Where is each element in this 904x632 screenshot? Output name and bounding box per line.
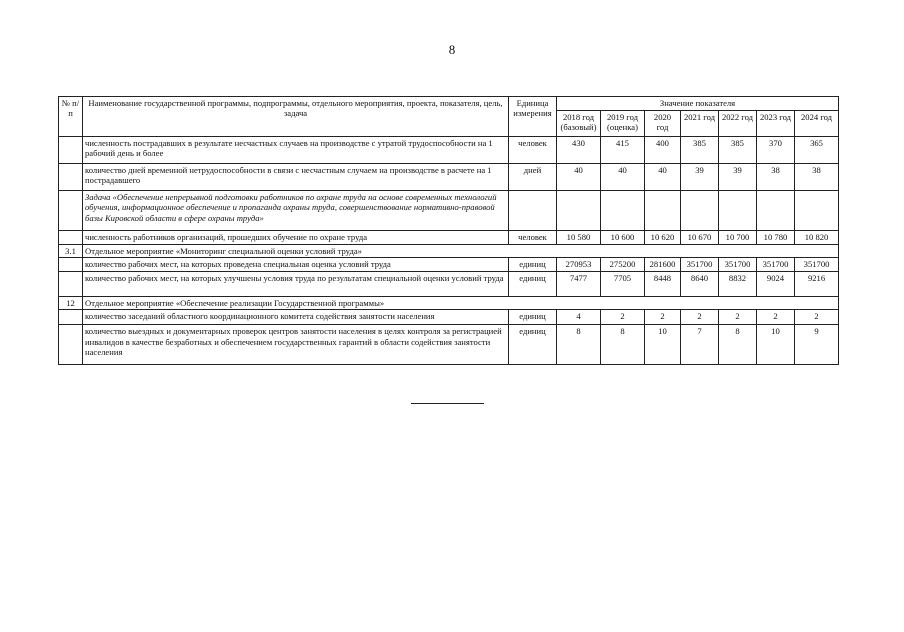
value-cell: 9216 xyxy=(795,271,839,296)
table-row xyxy=(59,325,839,365)
value-cell: 2 xyxy=(719,310,757,325)
value-cell: 275200 xyxy=(601,258,645,271)
value-cell: 10 600 xyxy=(601,231,645,245)
value-cell: 4 xyxy=(557,310,601,325)
header-year: 2019 год (оценка) xyxy=(601,111,645,137)
row-num xyxy=(59,231,83,245)
header-name: Наименование государственной программы, подпрограммы, отдельного мероприятия, проекта, показателя, цель, задача xyxy=(83,97,509,137)
unit-cell xyxy=(509,191,557,231)
value-cell: 40 xyxy=(645,164,681,191)
value-cell: 8 xyxy=(719,325,757,365)
value-cell: 270953 xyxy=(557,258,601,271)
value-cell xyxy=(719,191,757,231)
value-cell: 365 xyxy=(795,137,839,164)
value-cell: 39 xyxy=(681,164,719,191)
row-num xyxy=(59,310,83,325)
header-year: 2018 год (базовый) xyxy=(557,111,601,137)
value-cell: 39 xyxy=(719,164,757,191)
value-cell: 385 xyxy=(719,137,757,164)
indicators-table xyxy=(58,96,839,365)
page-number: 8 xyxy=(448,42,456,57)
table-row xyxy=(59,137,839,164)
value-cell: 8448 xyxy=(645,271,681,296)
value-cell: 8832 xyxy=(719,271,757,296)
unit-cell: единиц xyxy=(509,310,557,325)
value-cell: 10 xyxy=(757,325,795,365)
value-cell: 385 xyxy=(681,137,719,164)
row-num xyxy=(59,137,83,164)
table-row xyxy=(59,164,839,191)
table-row xyxy=(59,310,839,325)
value-cell: 10 820 xyxy=(795,231,839,245)
unit-cell: единиц xyxy=(509,271,557,296)
unit-cell: дней xyxy=(509,164,557,191)
value-cell: 7 xyxy=(681,325,719,365)
value-cell: 10 700 xyxy=(719,231,757,245)
row-num xyxy=(59,258,83,271)
section-title: Отдельное мероприятие «Обеспечение реализации Государственной программы» xyxy=(83,296,839,309)
row-num xyxy=(59,164,83,191)
value-cell: 281600 xyxy=(645,258,681,271)
value-cell: 9 xyxy=(795,325,839,365)
value-cell xyxy=(681,191,719,231)
indicator-name: количество рабочих мест, на которых проведена специальная оценка условий труда xyxy=(83,258,509,271)
indicator-name: количество заседаний областного координационного комитета содействия занятости населения xyxy=(83,310,509,325)
value-cell xyxy=(601,191,645,231)
value-cell: 38 xyxy=(795,164,839,191)
unit-cell: человек xyxy=(509,231,557,245)
value-cell: 2 xyxy=(757,310,795,325)
section-title: Отдельное мероприятие «Мониторинг специальной оценки условий труда» xyxy=(83,245,839,258)
row-num xyxy=(59,191,83,231)
table-row xyxy=(59,258,839,271)
end-rule-divider xyxy=(411,403,484,404)
indicator-name: численность работников организаций, прошедших обучение по охране труда xyxy=(83,231,509,245)
value-cell: 351700 xyxy=(681,258,719,271)
value-cell: 8 xyxy=(557,325,601,365)
value-cell: 10 670 xyxy=(681,231,719,245)
task-description: Задача «Обеспечение непрерывной подготовки работников по охране труда на основе современных технологий обучения, информационное обеспечение и пропаганда охраны труда, совершенствование нормативно-правовой базы Кировской области в сфере охраны труда» xyxy=(83,191,509,231)
header-year: 2023 год xyxy=(757,111,795,137)
indicator-name: численность пострадавших в результате несчастных случаев на производстве с утратой трудоспособности на 1 рабочий день и более xyxy=(83,137,509,164)
value-cell: 9024 xyxy=(757,271,795,296)
table-row xyxy=(59,191,839,231)
header-unit: Единица измерения xyxy=(509,97,557,137)
value-cell: 7477 xyxy=(557,271,601,296)
value-cell: 40 xyxy=(557,164,601,191)
value-cell: 400 xyxy=(645,137,681,164)
value-cell: 351700 xyxy=(795,258,839,271)
header-year: 2021 год xyxy=(681,111,719,137)
value-cell: 10 780 xyxy=(757,231,795,245)
row-num: 12 xyxy=(59,296,83,309)
value-cell: 351700 xyxy=(719,258,757,271)
header-year: 2022 год xyxy=(719,111,757,137)
table-row xyxy=(59,271,839,296)
value-cell: 2 xyxy=(795,310,839,325)
value-cell: 8640 xyxy=(681,271,719,296)
header-num: № п/п xyxy=(59,97,83,137)
unit-cell: единиц xyxy=(509,258,557,271)
value-cell: 10 620 xyxy=(645,231,681,245)
value-cell xyxy=(757,191,795,231)
row-num xyxy=(59,325,83,365)
section-row xyxy=(59,245,839,258)
value-cell: 2 xyxy=(601,310,645,325)
header-year: 2024 год xyxy=(795,111,839,137)
value-cell: 7705 xyxy=(601,271,645,296)
value-cell: 10 xyxy=(645,325,681,365)
value-cell: 351700 xyxy=(757,258,795,271)
table-row xyxy=(59,231,839,245)
unit-cell: единиц xyxy=(509,325,557,365)
value-cell: 2 xyxy=(645,310,681,325)
value-cell: 40 xyxy=(601,164,645,191)
value-cell: 38 xyxy=(757,164,795,191)
header-year: 2020 год xyxy=(645,111,681,137)
value-cell xyxy=(645,191,681,231)
value-cell: 415 xyxy=(601,137,645,164)
value-cell: 10 580 xyxy=(557,231,601,245)
row-num xyxy=(59,271,83,296)
value-cell xyxy=(795,191,839,231)
value-cell: 8 xyxy=(601,325,645,365)
value-cell: 2 xyxy=(681,310,719,325)
indicator-name: количество выездных и документарных проверок центров занятости населения в целях контроля за регистрацией инвалидов в качестве безработных и обеспечением государственных гарантий в области содействия занятости населения xyxy=(83,325,509,365)
value-cell: 430 xyxy=(557,137,601,164)
section-row xyxy=(59,296,839,309)
unit-cell: человек xyxy=(509,137,557,164)
value-cell: 370 xyxy=(757,137,795,164)
value-cell xyxy=(557,191,601,231)
row-num: 3.1 xyxy=(59,245,83,258)
indicator-name: количество дней временной нетрудоспособности в связи с несчастным случаем на производстве в расчете на 1 пострадавшего xyxy=(83,164,509,191)
indicator-name: количество рабочих мест, на которых улучшены условия труда по результатам специальной оценки условий труда xyxy=(83,271,509,296)
header-values-group: Значение показателя xyxy=(557,97,839,111)
